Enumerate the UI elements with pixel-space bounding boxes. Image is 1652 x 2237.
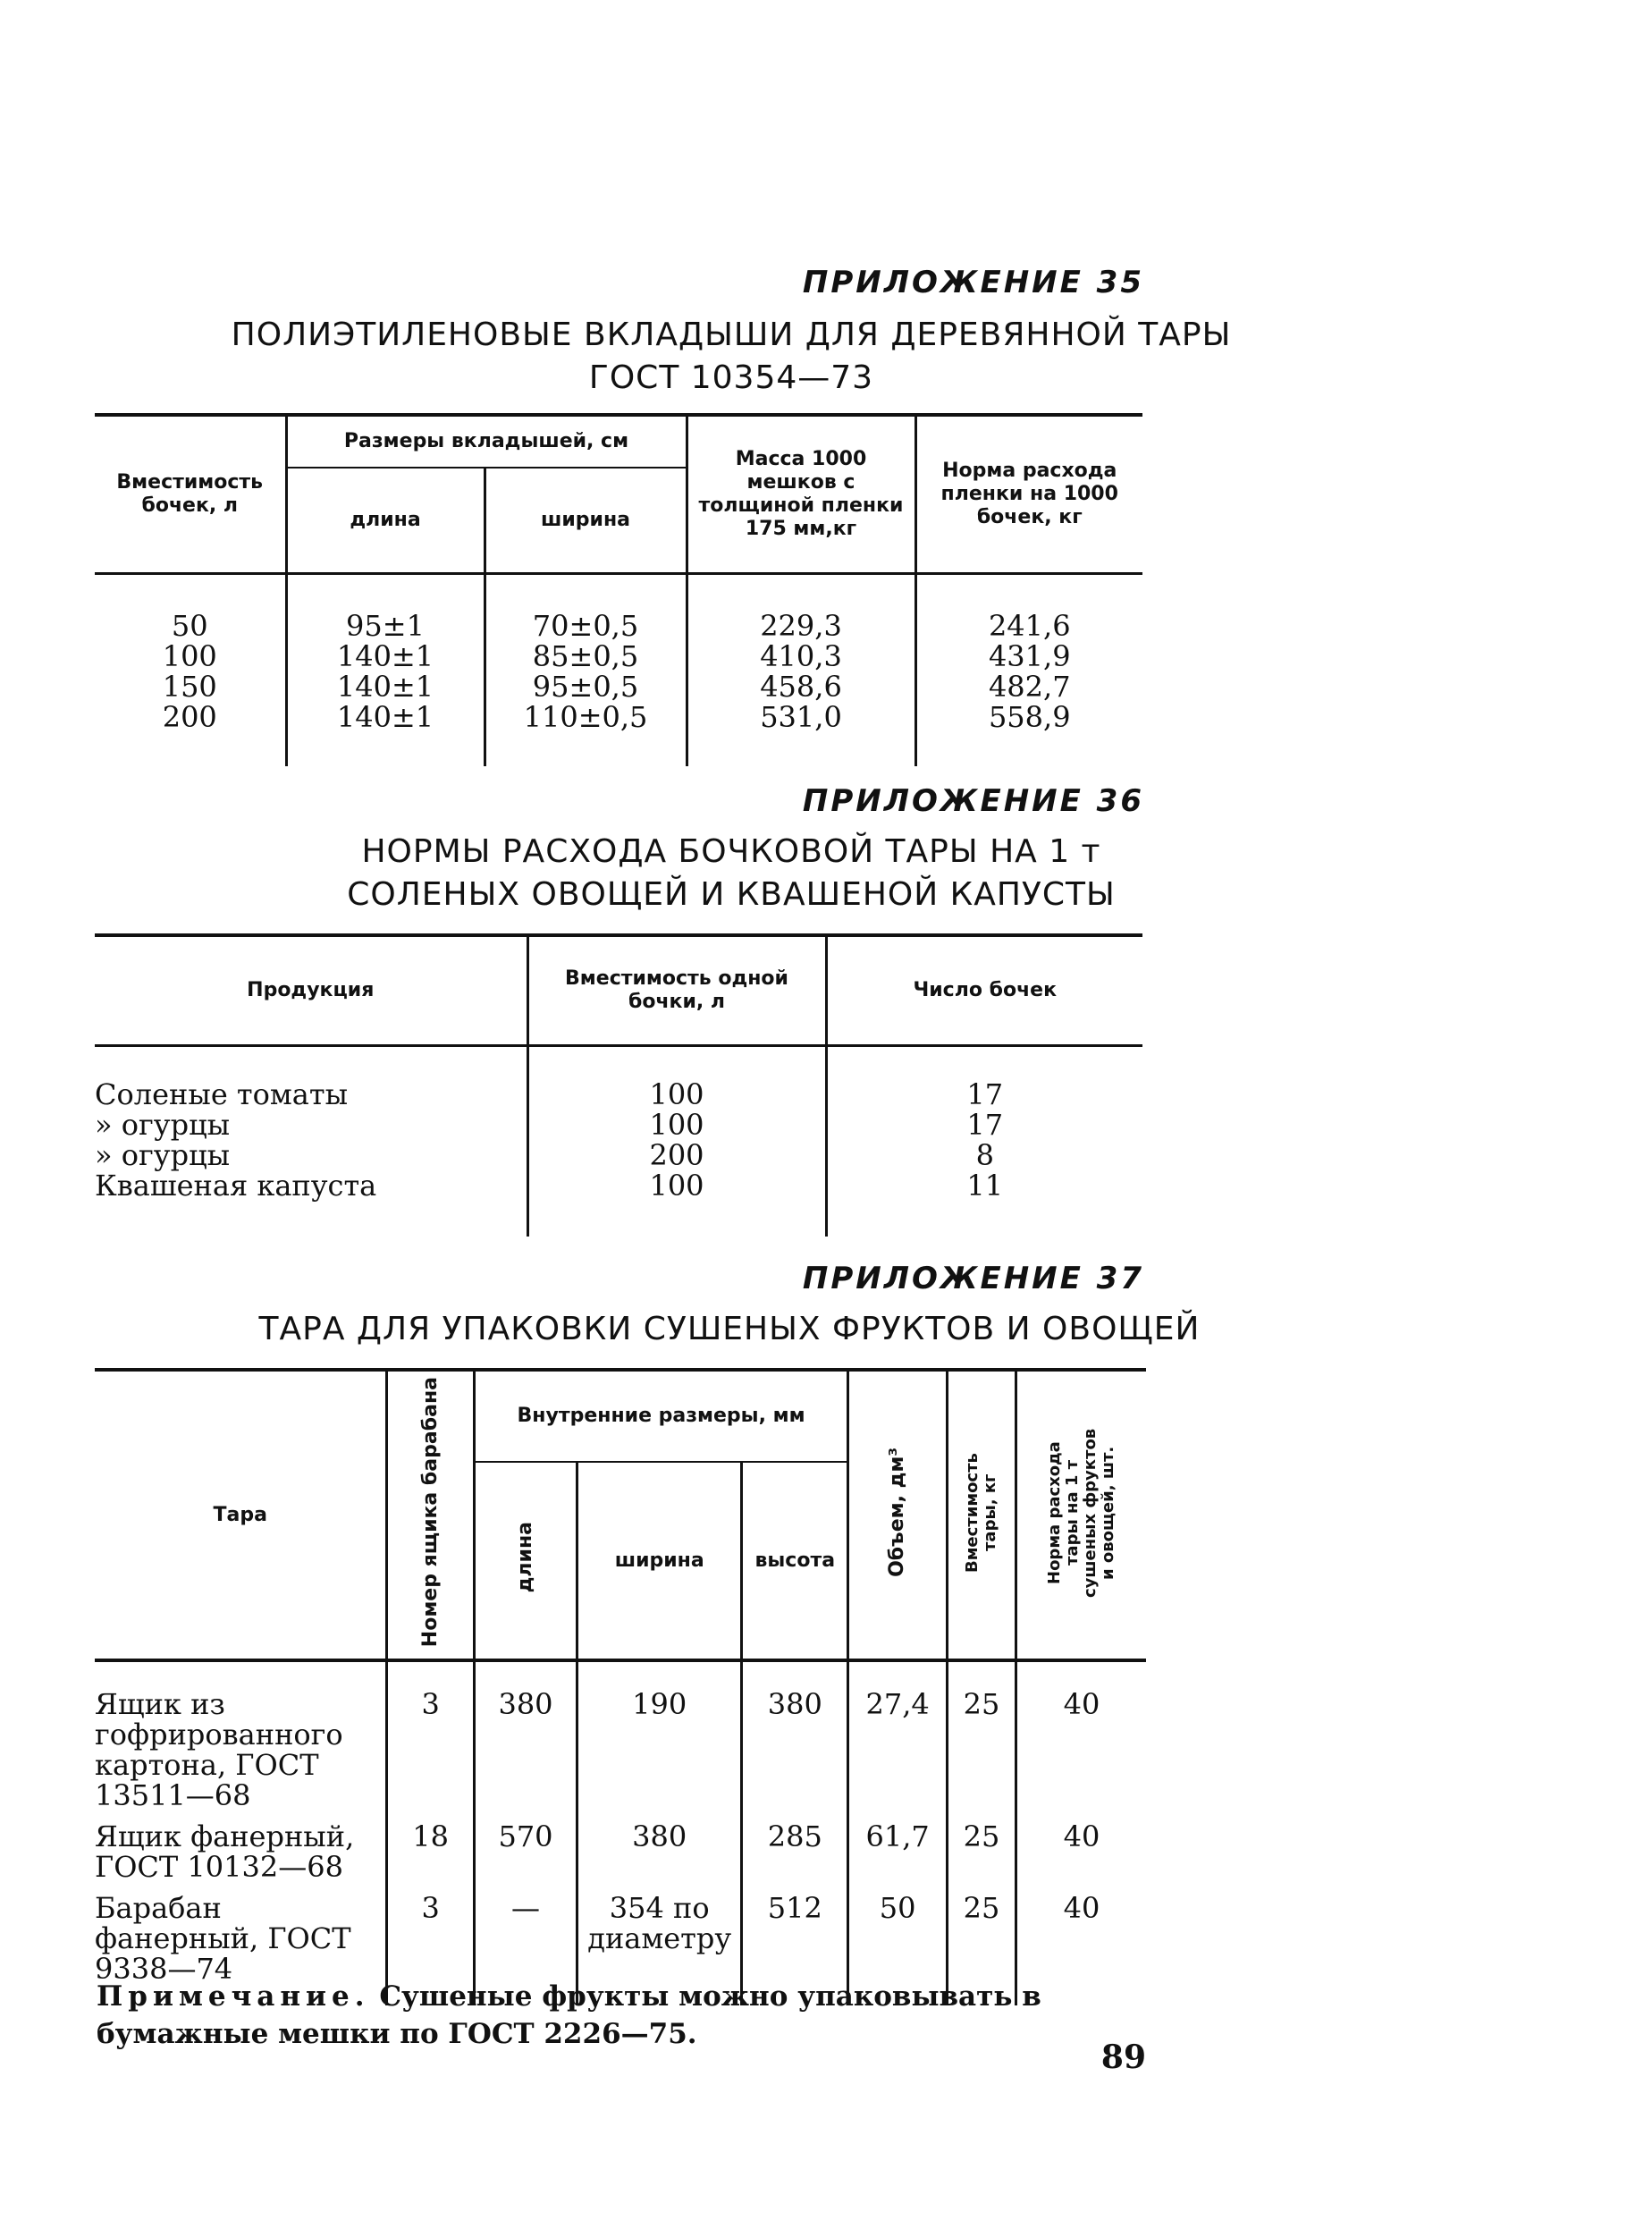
cell-product: » огурцы: [95, 1108, 231, 1142]
cell-volume: 61,7: [848, 1811, 948, 1882]
cell-barrel-capacity: 200: [527, 1140, 826, 1170]
col-volume-header: Объем, дм³: [848, 1370, 948, 1660]
cell-length: —: [474, 1882, 577, 2005]
cell-norm: 40: [1016, 1660, 1146, 1811]
cell-norm: 40: [1016, 1811, 1146, 1882]
cell-height: 512: [742, 1882, 848, 2005]
cell-width: 85±0,5: [485, 641, 687, 671]
col-length-header-37: длина: [474, 1462, 577, 1660]
cell-product: » огурцы: [95, 1138, 231, 1172]
col-height-header-37: высота: [742, 1462, 848, 1660]
cell-number: 3: [387, 1882, 474, 2005]
note-label: Примечание.: [97, 1980, 370, 2013]
col-length-header: длина: [286, 468, 485, 574]
table-37: [95, 1368, 1146, 2005]
table-row: [95, 641, 1142, 671]
cell-tara: Барабан фанерный, ГОСТ 9338—74: [95, 1891, 351, 1987]
cell-norm: 558,9: [915, 702, 1142, 766]
cell-barrel-count: 11: [826, 1170, 1142, 1237]
cell-height: 285: [742, 1811, 848, 1882]
cell-barrel-capacity: 100: [527, 1046, 826, 1110]
cell-capacity: 150: [162, 670, 217, 704]
col-capacity-header: Вместимость бочек, л: [116, 471, 264, 517]
note-text: Сушеные фрукты можно упаковывать в бумажные мешки по ГОСТ 2226—75.: [97, 1980, 1041, 2050]
table-36: [95, 933, 1142, 1237]
cell-product: Соленые томаты: [95, 1077, 349, 1111]
appendix-36-title-line1: НОРМЫ РАСХОДА БОЧКОВОЙ ТАРЫ НА 1 т: [361, 833, 1101, 870]
cell-barrel-capacity: 100: [527, 1110, 826, 1140]
cell-norm: 482,7: [915, 671, 1142, 702]
table-row: [95, 1140, 1142, 1170]
col-width-header-37: ширина: [577, 1462, 742, 1660]
cell-mass: 410,3: [687, 641, 915, 671]
cell-width: 70±0,5: [485, 574, 687, 642]
col-number-header: Номер ящика барабана: [387, 1370, 474, 1660]
cell-mass: 458,6: [687, 671, 915, 702]
appendix-35-title: ПОЛИЭТИЛЕНОВЫЕ ВКЛАДЫШИ ДЛЯ ДЕРЕВЯННОЙ ТАРЫ: [231, 317, 1232, 353]
appendix-35-gost: ГОСТ 10354—73: [588, 359, 874, 396]
cell-capacity: 25: [948, 1660, 1016, 1811]
appendix-35-label: ПРИЛОЖЕНИЕ 35: [802, 265, 1144, 300]
col-sizes-header: Размеры вкладышей, см: [286, 415, 687, 468]
col-barrel-capacity-header: Вместимость одной бочки, л: [527, 935, 826, 1046]
cell-length: 380: [474, 1660, 577, 1811]
col-product-header: Продукция: [247, 979, 375, 1001]
cell-norm: 241,6: [915, 574, 1142, 642]
cell-capacity: 100: [162, 639, 217, 673]
col-barrel-count-header: Число бочек: [826, 935, 1142, 1046]
cell-barrel-count: 8: [826, 1140, 1142, 1170]
cell-width: 380: [577, 1811, 742, 1882]
cell-mass: 531,0: [687, 702, 915, 766]
cell-capacity: 200: [162, 700, 217, 734]
col-norm-header: Норма расхода пленки на 1000 бочек, кг: [915, 415, 1142, 574]
col-mass-header: Масса 1000 мешков с толщиной пленки 175 мм,кг: [687, 415, 915, 574]
cell-length: 570: [474, 1811, 577, 1882]
appendix-36-label: ПРИЛОЖЕНИЕ 36: [802, 783, 1144, 819]
cell-width: 95±0,5: [485, 671, 687, 702]
cell-width: 190: [577, 1660, 742, 1811]
cell-barrel-capacity: 100: [527, 1170, 826, 1237]
appendix-36-title-line2: СОЛЕНЫХ ОВОЩЕЙ И КВАШЕНОЙ КАПУСТЫ: [347, 876, 1116, 913]
cell-number: 18: [387, 1811, 474, 1882]
cell-length: 95±1: [286, 574, 485, 642]
appendix-37-title: ТАРА ДЛЯ УПАКОВКИ СУШЕНЫХ ФРУКТОВ И ОВОЩЕЙ: [258, 1311, 1201, 1347]
col-width-header: ширина: [485, 468, 687, 574]
cell-length: 140±1: [286, 702, 485, 766]
cell-height: 380: [742, 1660, 848, 1811]
cell-width: 110±0,5: [485, 702, 687, 766]
table-row: [95, 574, 1142, 642]
col-norm-header-37: Норма расхода тары на 1 т сушеных фруктов и овощей, шт.: [1016, 1370, 1146, 1660]
cell-tara: Ящик из гофрированного картона, ГОСТ 13511—68: [95, 1687, 343, 1813]
table-35: [95, 413, 1142, 766]
cell-capacity: 25: [948, 1882, 1016, 2005]
cell-norm: 431,9: [915, 641, 1142, 671]
col-tara-header: Тара: [213, 1503, 267, 1526]
table-row: [95, 671, 1142, 702]
cell-barrel-count: 17: [826, 1046, 1142, 1110]
table-row: [95, 1660, 1146, 1811]
table-row: [95, 1811, 1146, 1882]
appendix-37-label: ПРИЛОЖЕНИЕ 37: [802, 1261, 1144, 1296]
table-row: [95, 1110, 1142, 1140]
cell-capacity: 50: [171, 609, 208, 643]
cell-norm: 40: [1016, 1882, 1146, 2005]
cell-product: Квашеная капуста: [95, 1169, 377, 1203]
cell-length: 140±1: [286, 641, 485, 671]
table-row: [95, 1170, 1142, 1237]
cell-mass: 229,3: [687, 574, 915, 642]
table-row: [95, 1046, 1142, 1110]
cell-capacity: 25: [948, 1811, 1016, 1882]
col-tara-capacity-header: Вместимость тары, кг: [948, 1370, 1016, 1660]
note: [97, 1978, 1151, 2053]
cell-volume: 50: [848, 1882, 948, 2005]
col-inner-dims-header: Внутренние размеры, мм: [474, 1370, 848, 1462]
cell-length: 140±1: [286, 671, 485, 702]
cell-volume: 27,4: [848, 1660, 948, 1811]
table-row: [95, 702, 1142, 766]
cell-number: 3: [387, 1660, 474, 1811]
cell-tara: Ящик фанерный, ГОСТ 10132—68: [95, 1819, 355, 1885]
cell-barrel-count: 17: [826, 1110, 1142, 1140]
cell-width: 354 по диаметру: [577, 1882, 742, 2005]
page-number: 89: [1100, 2039, 1146, 2076]
